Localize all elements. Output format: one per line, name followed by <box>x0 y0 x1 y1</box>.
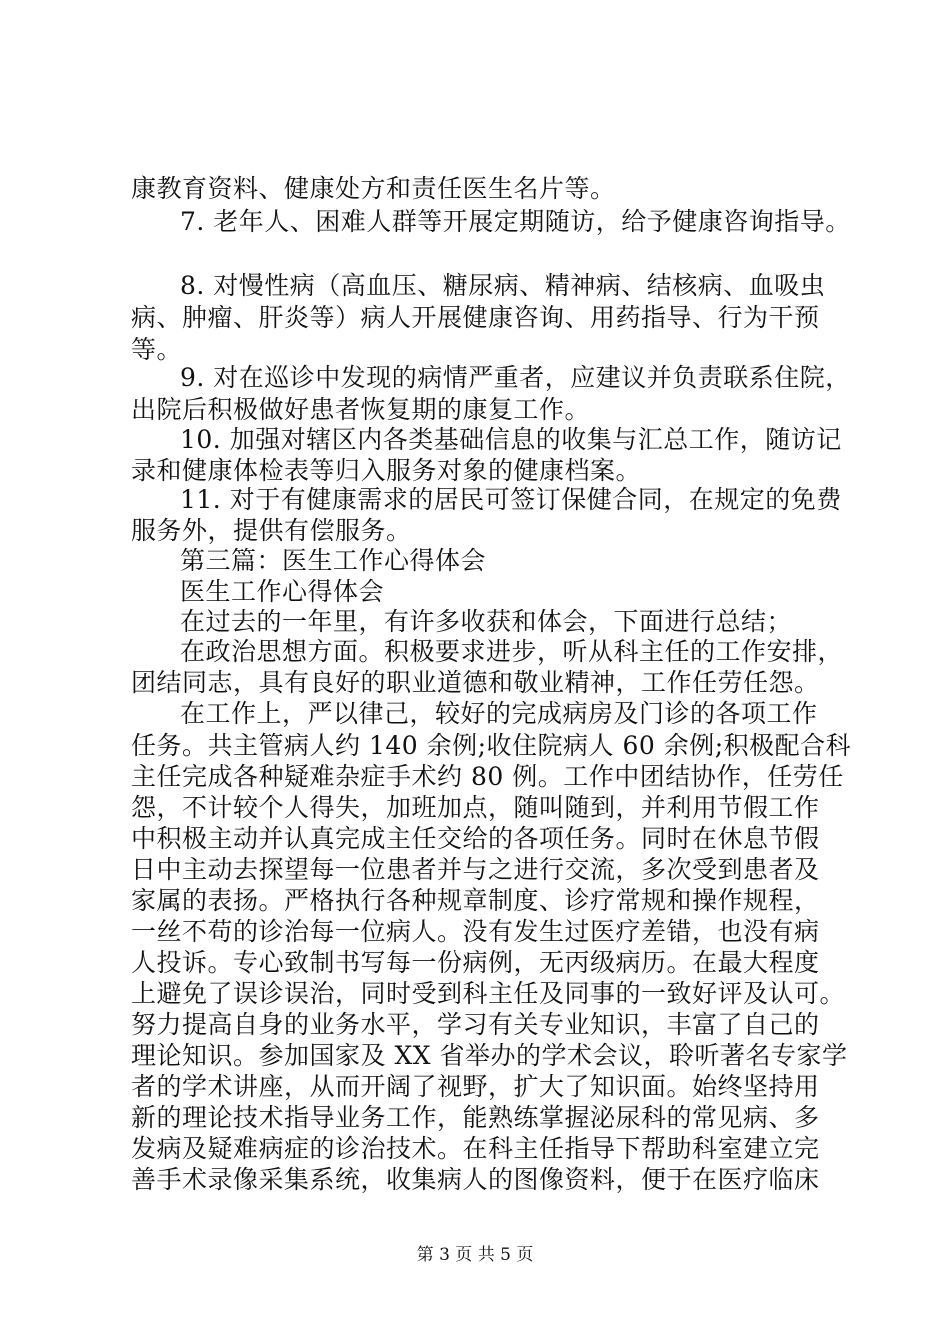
text-line: 11. 对于有健康需求的居民可签订保健合同，在规定的免费 <box>180 485 842 514</box>
text-line: 在政治思想方面。积极要求进步，听从科主任的工作安排， <box>180 637 844 666</box>
text-line: 在工作上，严以律己，较好的完成病房及门诊的各项工作 <box>180 699 818 728</box>
text-line: 9. 对在巡诊中发现的病情严重者，应建议并负责联系住院， <box>180 363 851 392</box>
text-line: 善手术录像采集系统，收集病人的图像资料，便于在医疗临床 <box>131 1165 820 1194</box>
text-line: 日中主动去探望每一位患者并与之进行交流，多次受到患者及 <box>131 855 820 884</box>
text-line: 在过去的一年里，有许多收获和体会，下面进行总结； <box>180 607 793 636</box>
text-line: 主任完成各种疑难杂症手术约 80 例。工作中团结协作，任劳任 <box>131 762 844 791</box>
text-line: 团结同志，具有良好的职业道德和敬业精神，工作任劳任怨。 <box>131 668 820 697</box>
text-line: 上避免了误诊误治，同时受到科主任及同事的一致好评及认可。 <box>131 979 846 1008</box>
text-line: 发病及疑难病症的诊治技术。在科主任指导下帮助科室建立完 <box>131 1134 820 1163</box>
article-title: 医生工作心得体会 <box>180 577 385 606</box>
text-line: 理论知识。参加国家及 XX 省举办的学术会议，聆听著名专家学 <box>131 1041 848 1070</box>
text-line: 8. 对慢性病（高血压、糖尿病、精神病、结核病、血吸虫 <box>180 271 826 300</box>
text-line: 怨，不计较个人得失，加班加点，随叫随到，并利用节假工作 <box>131 793 820 822</box>
section-heading: 第三篇：医生工作心得体会 <box>180 546 487 575</box>
page-footer: 第 3 页 共 5 页 <box>416 1245 534 1265</box>
text-line: 一丝不苟的诊治每一位病人。没有发生过医疗差错，也没有病 <box>131 917 820 946</box>
text-line: 病、肿瘤、肝炎等）病人开展健康咨询、用药指导、行为干预 <box>131 303 820 332</box>
text-line: 录和健康体检表等归入服务对象的健康档案。 <box>131 456 642 485</box>
text-line: 7. 老年人、困难人群等开展定期随访，给予健康咨询指导。 <box>180 207 851 236</box>
text-line: 中积极主动并认真完成主任交给的各项任务。同时在休息节假 <box>131 824 820 853</box>
text-line: 努力提高自身的业务水平，学习有关专业知识，丰富了自己的 <box>131 1010 820 1039</box>
text-line: 康教育资料、健康处方和责任医生名片等。 <box>131 174 616 203</box>
text-line: 任务。共主管病人约 140 余例;收住院病人 60 余例;积极配合科 <box>131 731 852 760</box>
text-line: 者的学术讲座，从而开阔了视野，扩大了知识面。始终坚持用 <box>131 1072 820 1101</box>
text-line: 出院后积极做好患者恢复期的康复工作。 <box>131 395 591 424</box>
text-line: 新的理论技术指导业务工作，能熟练掌握泌尿科的常见病、多 <box>131 1103 820 1132</box>
text-line: 10. 加强对辖区内各类基础信息的收集与汇总工作，随访记 <box>180 425 842 454</box>
text-line: 服务外，提供有偿服务。 <box>131 516 412 545</box>
text-line: 人投诉。专心致制书写每一份病例，无丙级病历。在最大程度 <box>131 948 820 977</box>
text-line: 等。 <box>131 335 183 364</box>
text-line: 家属的表扬。严格执行各种规章制度、诊疗常规和操作规程， <box>131 886 820 915</box>
